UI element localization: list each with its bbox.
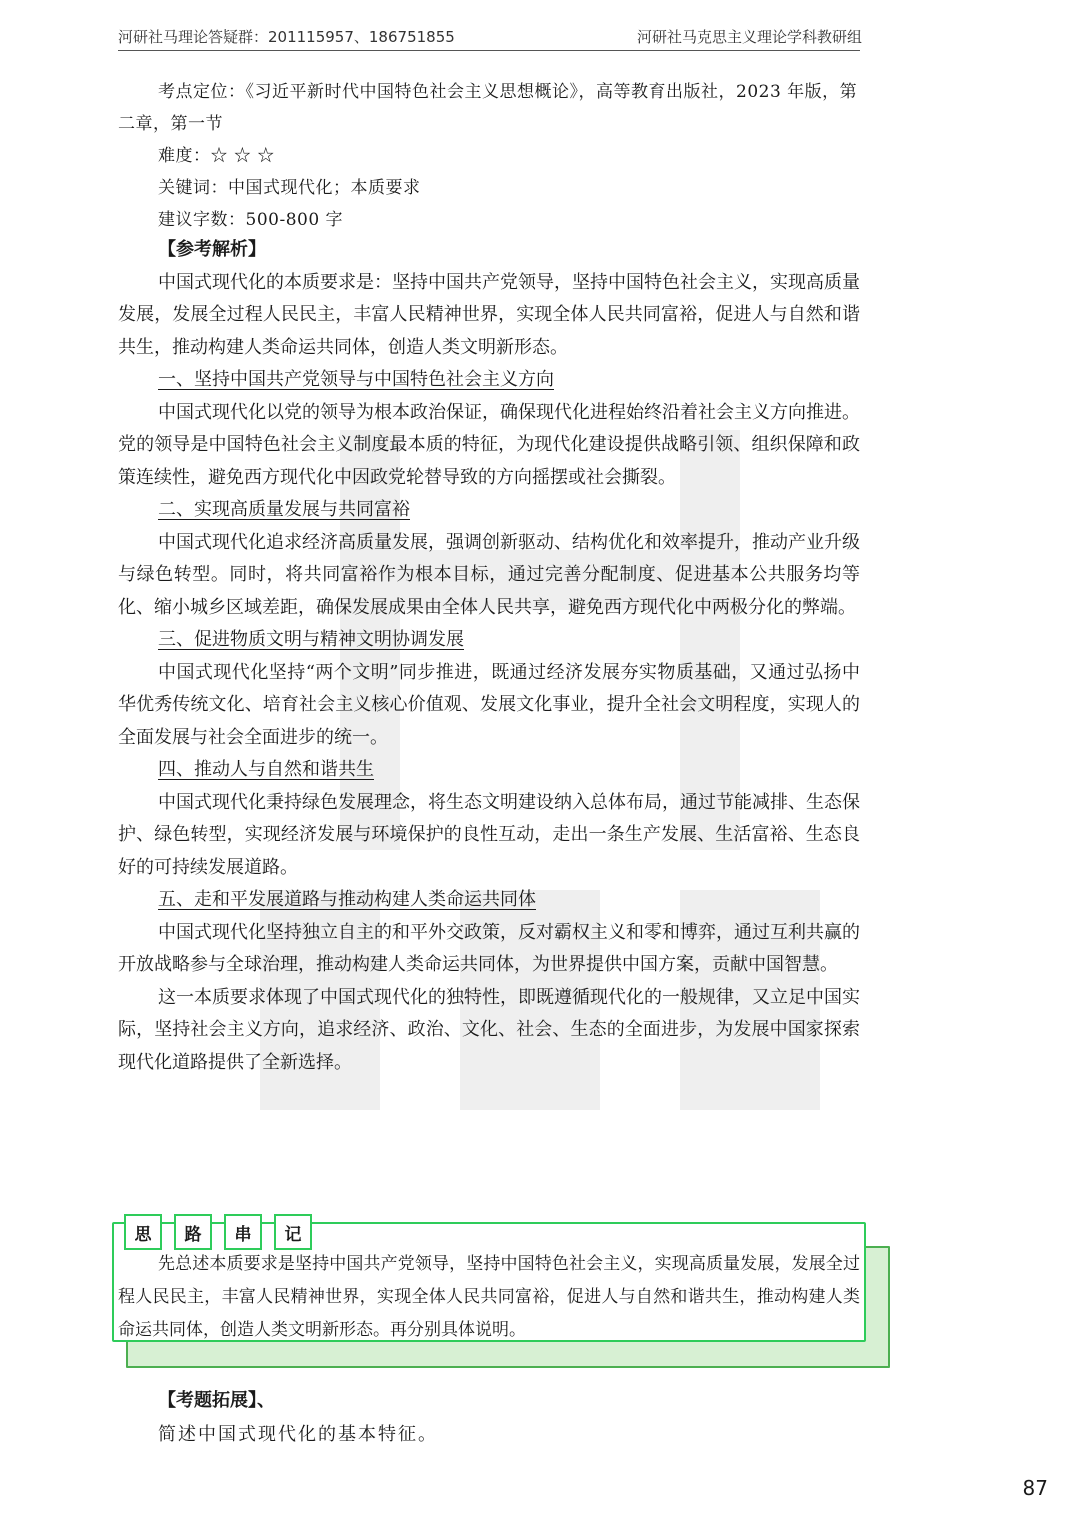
section-heading: 一、坚持中国共产党领导与中国特色社会主义方向 — [158, 369, 554, 390]
header-left: 河研社马理论答疑群：201115957、186751855 — [118, 27, 455, 46]
summary-tab: 记 — [274, 1214, 312, 1250]
exam-location: 考点定位：《习近平新时代中国特色社会主义思想概论》，高等教育出版社，2023 年版，第二章，第一节 — [118, 82, 858, 134]
section-heading: 五、走和平发展道路与推动构建人类命运共同体 — [158, 889, 536, 910]
analysis-title: 【参考解析】 — [158, 239, 266, 260]
header-right: 河研社马克思主义理论学科教研组 — [636, 27, 862, 46]
section-heading: 二、实现高质量发展与共同富裕 — [158, 499, 410, 520]
page-header — [118, 22, 860, 50]
summary-text: 先总述本质要求是坚持中国共产党领导，坚持中国特色社会主义，实现高质量发展，发展全过程人民民主，丰富人民精神世界，实现全体人民共同富裕，促进人与自然和谐共生，推动构建人类命运共同体，创造人类文明新形态。再分别具体说明。 — [118, 1254, 860, 1340]
extension-block — [118, 1384, 860, 1452]
section-heading: 三、促进物质文明与精神文明协调发展 — [158, 629, 464, 650]
section-text: 中国式现代化以党的领导为根本政治保证，确保现代化进程始终沿着社会主义方向推进。党的领导是中国特色社会主义制度最本质的特征，为现代化建设提供战略引领、组织保障和政策连续性，避免西方现代化中因政党轮替导致的方向摇摆或社会撕裂。 — [118, 401, 860, 488]
summary-tab: 串 — [224, 1214, 262, 1250]
keywords: 关键词：中国式现代化；本质要求 — [158, 178, 421, 198]
summary-tab: 路 — [174, 1214, 212, 1250]
suggested-word-count: 建议字数：500-800 字 — [158, 210, 344, 230]
difficulty: 难度：☆ ☆ ☆ — [158, 146, 275, 166]
section-heading: 四、推动人与自然和谐共生 — [158, 759, 374, 780]
summary-text-wrap — [118, 1248, 860, 1347]
section-text: 中国式现代化坚持“两个文明”同步推进，既通过经济发展夯实物质基础，又通过弘扬中华优秀传统文化、培育社会主义核心价值观、发展文化事业，提升全社会文明程度，实现人的全面发展与社会全面进步的统一。 — [118, 661, 860, 748]
extension-title: 【考题拓展】、 — [158, 1390, 275, 1411]
section-text: 中国式现代化坚持独立自主的和平外交政策，反对霸权主义和零和博弈，通过互利共赢的开放战略参与全球治理，推动构建人类命运共同体，为世界提供中国方案，贡献中国智慧。 — [118, 921, 860, 975]
section-text: 中国式现代化秉持绿色发展理念，将生态文明建设纳入总体布局，通过节能减排、生态保护、绿色转型，实现经济发展与环境保护的良性互动，走出一条生产发展、生活富裕、生态良好的可持续发展道路。 — [118, 791, 860, 878]
extension-question: 简述中国式现代化的基本特征。 — [158, 1424, 438, 1445]
analysis-intro: 中国式现代化的本质要求是：坚持中国共产党领导，坚持中国特色社会主义，实现高质量发展，发展全过程人民民主，丰富人民精神世界，实现全体人民共同富裕，促进人与自然和谐共生，推动构建人类命运共同体，创造人类文明新形态。 — [118, 271, 860, 358]
page-number: 87 — [1022, 1476, 1048, 1500]
analysis-conclusion: 这一本质要求体现了中国式现代化的独特性，即既遵循现代化的一般规律，又立足中国实际，坚持社会主义方向，追求经济、政治、文化、社会、生态的全面进步，为发展中国家探索现代化道路提供了全新选择。 — [118, 986, 860, 1073]
summary-tab: 思 — [124, 1214, 162, 1250]
meta-block — [118, 76, 860, 236]
summary-tabs — [124, 1214, 312, 1250]
analysis-body — [118, 234, 860, 1079]
header-rule — [118, 50, 860, 51]
section-text: 中国式现代化追求经济高质量发展，强调创新驱动、结构优化和效率提升，推动产业升级与绿色转型。同时，将共同富裕作为根本目标，通过完善分配制度、促进基本公共服务均等化、缩小城乡区域差距，确保发展成果由全体人民共享，避免西方现代化中两极分化的弊端。 — [118, 531, 860, 618]
